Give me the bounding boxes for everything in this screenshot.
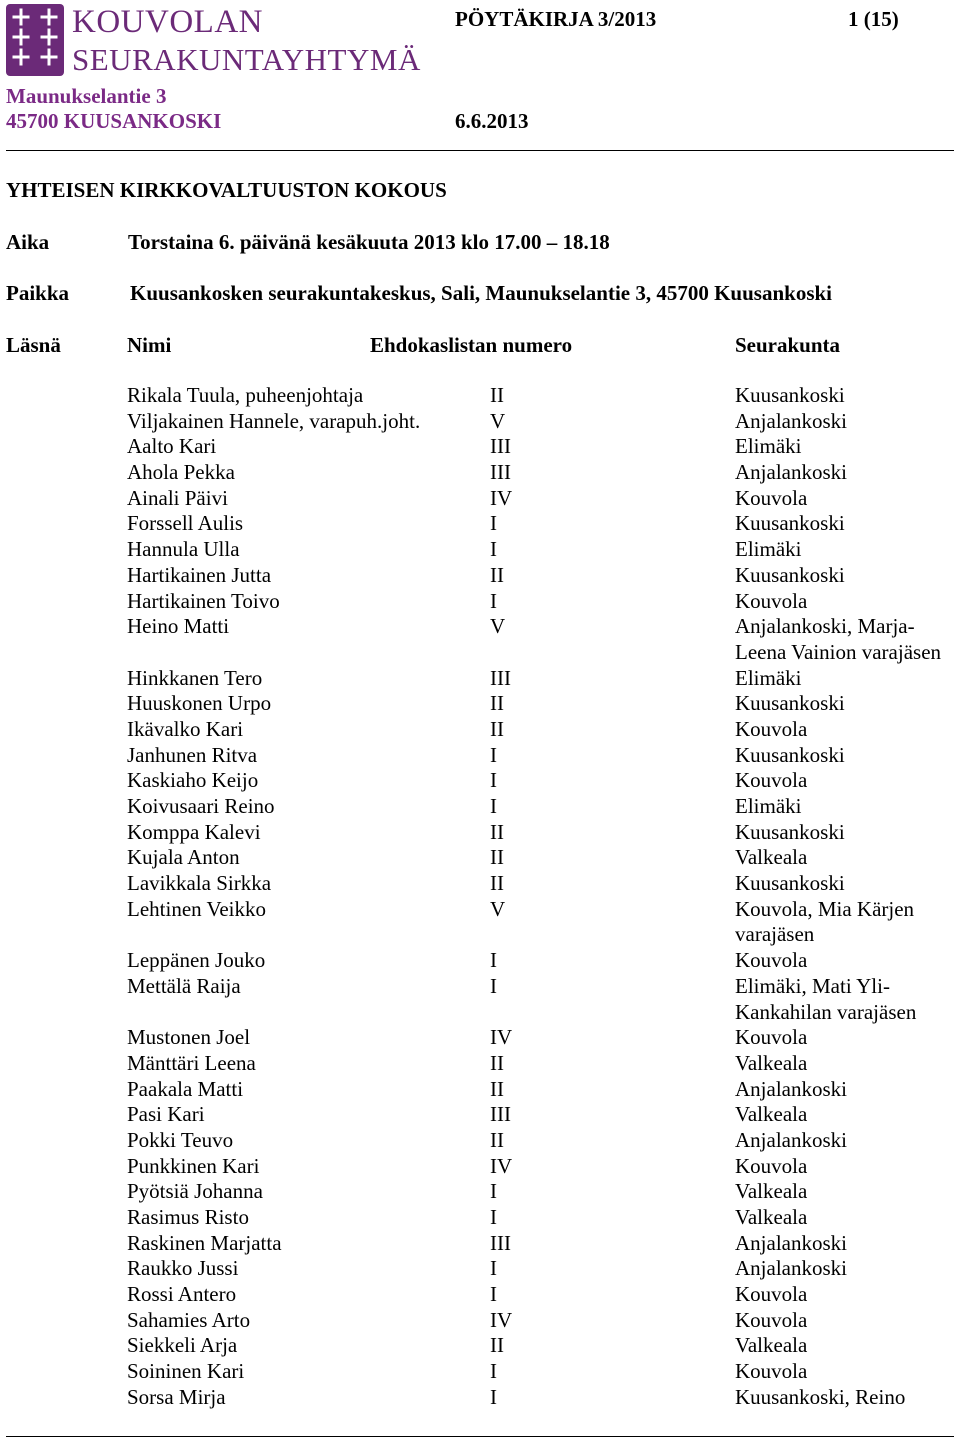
member-name: Hannula Ulla (127, 537, 240, 562)
member-parish: Valkeala (735, 1102, 808, 1127)
member-parish: Valkeala (735, 1179, 808, 1204)
member-parish: Kouvola (735, 485, 808, 510)
member-row (0, 666, 960, 692)
member-name: Rossi Antero (127, 1282, 237, 1307)
member-list-number: IV (490, 1307, 513, 1332)
member-name: Raukko Jussi (127, 1256, 239, 1281)
member-name: Ainali Päivi (127, 485, 228, 510)
member-name: Koivusaari Reino (127, 794, 275, 819)
member-list-number: IV (490, 1025, 513, 1050)
org-name-line1: KOUVOLAN (72, 4, 263, 40)
member-row (0, 409, 960, 435)
member-list-number: V (490, 408, 506, 433)
member-name: Pasi Kari (127, 1102, 205, 1127)
member-list-number: I (490, 768, 497, 793)
member-parish: Valkeala (735, 1205, 808, 1230)
member-list-number: II (490, 562, 504, 587)
page-number: 1 (15) (848, 7, 899, 31)
member-row (0, 1282, 960, 1308)
member-list-number: I (490, 1384, 497, 1409)
member-list-number: II (490, 1127, 504, 1152)
member-row (0, 1256, 960, 1282)
member-row (0, 1231, 960, 1257)
member-parish: Kouvola (735, 1025, 808, 1050)
member-row (0, 1359, 960, 1385)
member-list-number: II (490, 691, 504, 716)
member-name: Lavikkala Sirkka (127, 871, 272, 896)
member-list-number: II (490, 716, 504, 741)
member-parish: Kuusankoski (735, 562, 845, 587)
member-parish: Anjalankoski (735, 1076, 847, 1101)
member-parish: Anjalankoski (735, 1127, 847, 1152)
member-parish: Elimäki, Mati Yli-Kankahilan varajäsen (735, 973, 917, 1024)
column-header-parish: Seurakunta (735, 333, 841, 357)
member-row (0, 1025, 960, 1051)
member-row (0, 974, 960, 1025)
member-list-number: I (490, 1359, 497, 1384)
member-row (0, 511, 960, 537)
member-name: Ahola Pekka (127, 460, 235, 485)
member-name: Sahamies Arto (127, 1307, 251, 1332)
member-name: Leppänen Jouko (127, 948, 266, 973)
member-list-number: III (490, 460, 511, 485)
member-list-number: II (490, 845, 504, 870)
member-row (0, 589, 960, 615)
member-parish: Anjalankoski (735, 1230, 847, 1255)
member-parish: Kuusankoski (735, 819, 845, 844)
member-row (0, 460, 960, 486)
member-parish: Kuusankoski (735, 383, 845, 407)
member-name: Lehtinen Veikko (127, 896, 267, 921)
member-list-number: II (490, 871, 504, 896)
member-list-number: III (490, 1102, 511, 1127)
time-label: Aika (6, 230, 50, 254)
member-row (0, 1154, 960, 1180)
member-row (0, 871, 960, 897)
member-parish: Kouvola (735, 1153, 808, 1178)
member-parish: Elimäki (735, 537, 802, 562)
member-parish: Kouvola (735, 768, 808, 793)
member-list-number: IV (490, 1153, 513, 1178)
member-name: Kujala Anton (127, 845, 240, 870)
member-parish: Anjalankoski (735, 460, 847, 485)
address-city: 45700 KUUSANKOSKI (6, 109, 222, 133)
address-street: Maunukselantie 3 (6, 84, 167, 108)
member-parish: Kouvola (735, 588, 808, 613)
place-label: Paikka (6, 281, 70, 305)
document-title: PÖYTÄKIRJA 3/2013 (455, 7, 657, 31)
member-name: Huuskonen Urpo (127, 691, 272, 716)
member-row (0, 1102, 960, 1128)
member-row (0, 717, 960, 743)
member-name: Mänttäri Leena (127, 1050, 256, 1075)
member-name: Aalto Kari (127, 434, 217, 459)
member-parish: Kuusankoski (735, 871, 845, 896)
member-name: Pokki Teuvo (127, 1127, 234, 1152)
member-row (0, 1205, 960, 1231)
cross-logo-icon (6, 4, 64, 76)
member-name: Janhunen Ritva (127, 742, 258, 767)
member-list-number: V (490, 896, 506, 921)
member-row (0, 1308, 960, 1334)
member-row (0, 1077, 960, 1103)
member-list-number: III (490, 1230, 511, 1255)
member-name: Viljakainen Hannele, varapuh.joht. (127, 408, 421, 433)
member-row (0, 1128, 960, 1154)
member-list-number: III (490, 665, 511, 690)
member-name: Kaskiaho Keijo (127, 768, 259, 793)
member-row (0, 1179, 960, 1205)
member-parish: Elimäki (735, 794, 802, 819)
member-parish: Anjalankoski, Marja-Leena Vainion varajäsen (735, 614, 942, 664)
member-row (0, 537, 960, 563)
header-divider (6, 150, 954, 151)
member-name: Rikala Tuula, puheenjohtaja (127, 383, 364, 407)
member-parish: Elimäki (735, 434, 802, 459)
member-list-number: II (490, 1050, 504, 1075)
member-row (0, 768, 960, 794)
column-header-name: Nimi (127, 333, 172, 357)
member-list-number: I (490, 1256, 497, 1281)
member-name: Hartikainen Toivo (127, 588, 280, 613)
member-row (0, 691, 960, 717)
member-row (0, 820, 960, 846)
member-list-number: I (490, 794, 497, 819)
member-list-number: I (490, 973, 497, 998)
member-parish: Anjalankoski (735, 408, 847, 433)
member-row (0, 1333, 960, 1359)
member-name: Heino Matti (127, 614, 230, 639)
member-parish: Valkeala (735, 845, 808, 870)
member-row (0, 383, 960, 409)
member-list-number: I (490, 588, 497, 613)
member-name: Forssell Aulis (127, 511, 244, 536)
member-parish: Kouvola (735, 1307, 808, 1332)
member-row (0, 948, 960, 974)
member-list-number: II (490, 1076, 504, 1101)
member-parish: Kouvola, Mia Kärjen varajäsen (735, 896, 915, 947)
member-parish: Kuusankoski (735, 742, 845, 767)
time-value: Torstaina 6. päivänä kesäkuuta 2013 klo 17.00 – 18.18 (128, 230, 610, 254)
member-name: Hinkkanen Tero (127, 665, 263, 690)
member-name: Pyötsiä Johanna (127, 1179, 263, 1204)
parish-logo (6, 4, 64, 76)
meeting-title: YHTEISEN KIRKKOVALTUUSTON KOKOUS (6, 178, 447, 202)
member-name: Punkkinen Kari (127, 1153, 260, 1178)
member-name: Komppa Kalevi (127, 819, 261, 844)
member-name: Mettälä Raija (127, 973, 241, 998)
member-parish: Valkeala (735, 1333, 808, 1358)
member-row (0, 563, 960, 589)
document-date: 6.6.2013 (455, 109, 529, 133)
member-parish: Kuusankoski, Reino (735, 1384, 906, 1409)
member-list-number: I (490, 948, 497, 973)
member-list-number: III (490, 434, 511, 459)
member-name: Rasimus Risto (127, 1205, 249, 1230)
member-parish: Valkeala (735, 1050, 808, 1075)
member-row (0, 743, 960, 769)
member-list-number: I (490, 511, 497, 536)
member-name: Soininen Kari (127, 1359, 245, 1384)
member-row (0, 1385, 960, 1436)
member-list-number: IV (490, 485, 513, 510)
footer-divider (6, 1436, 954, 1437)
member-row (0, 614, 960, 665)
member-row (0, 486, 960, 512)
column-header-list-number: Ehdokaslistan numero (370, 333, 573, 357)
member-parish: Kouvola (735, 716, 808, 741)
member-parish: Kouvola (735, 1359, 808, 1384)
member-name: Paakala Matti (127, 1076, 244, 1101)
member-name: Ikävalko Kari (127, 716, 244, 741)
member-parish: Kuusankoski (735, 511, 845, 536)
member-name: Sorsa Mirja (127, 1384, 226, 1409)
member-row (0, 1051, 960, 1077)
member-parish: Anjalankoski (735, 1256, 847, 1281)
member-parish: Kouvola (735, 948, 808, 973)
place-value: Kuusankosken seurakuntakeskus, Sali, Maunukselantie 3, 45700 Kuusankoski (130, 281, 833, 305)
member-list-number: V (490, 614, 506, 639)
member-list-number: II (490, 1333, 504, 1358)
member-list-number: II (490, 383, 504, 407)
member-parish: Elimäki (735, 665, 802, 690)
member-list-number: I (490, 742, 497, 767)
member-list (0, 383, 960, 1436)
org-name-line2: SEURAKUNTAYHTYMÄ (72, 42, 421, 77)
member-list-number: I (490, 1205, 497, 1230)
member-list-number: II (490, 819, 504, 844)
member-parish: Kuusankoski (735, 691, 845, 716)
member-list-number: I (490, 537, 497, 562)
member-name: Raskinen Marjatta (127, 1230, 282, 1255)
present-label: Läsnä (6, 333, 61, 357)
member-list-number: I (490, 1179, 497, 1204)
member-row (0, 897, 960, 948)
member-parish: Kouvola (735, 1282, 808, 1307)
member-name: Hartikainen Jutta (127, 562, 272, 587)
member-name: Siekkeli Arja (127, 1333, 238, 1358)
member-name: Mustonen Joel (127, 1025, 251, 1050)
member-row (0, 434, 960, 460)
member-row (0, 794, 960, 820)
member-row (0, 845, 960, 871)
member-list-number: I (490, 1282, 497, 1307)
